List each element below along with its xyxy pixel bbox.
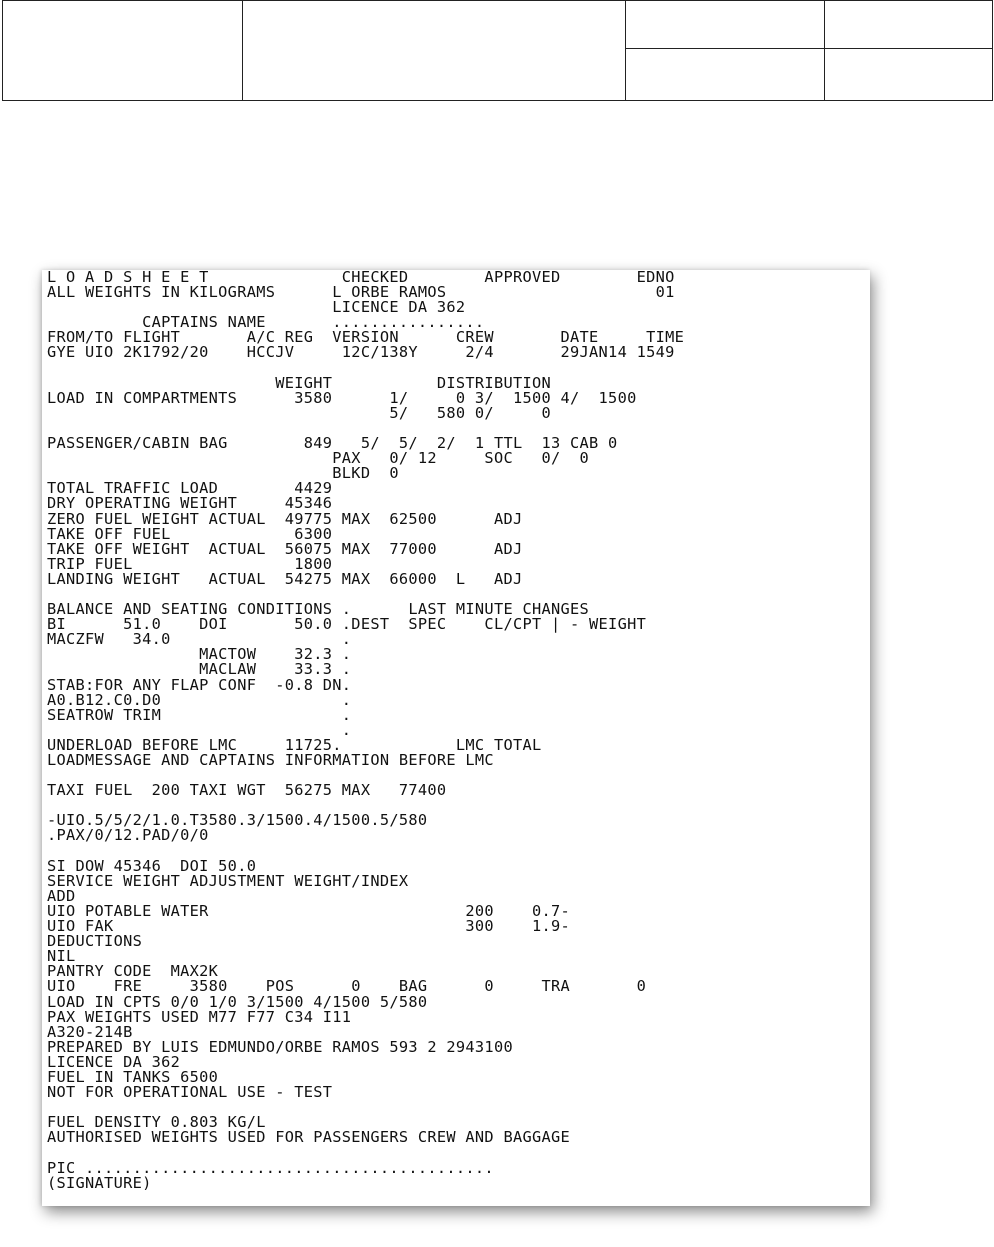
loadsheet-line: ADD [47, 886, 76, 905]
loadsheet-line: UIO FAK 300 1.9- [47, 917, 571, 936]
document-header-table [2, 0, 993, 101]
loadsheet-line: .PAX/0/12.PAD/0/0 [47, 826, 209, 845]
loadsheet-line: ALL WEIGHTS IN KILOGRAMS L ORBE RAMOS 01 [47, 283, 675, 302]
loadsheet-line: NOT FOR OPERATIONAL USE - TEST [47, 1083, 333, 1102]
loadsheet-line: AUTHORISED WEIGHTS USED FOR PASSENGERS CREW AND BAGGAGE [47, 1128, 571, 1147]
loadsheet-line: PAX 0/ 12 SOC 0/ 0 [47, 449, 590, 468]
loadsheet-line: DRY OPERATING WEIGHT 45346 [47, 494, 333, 513]
loadsheet-line: UIO FRE 3580 POS 0 BAG 0 TRA 0 [47, 977, 647, 996]
loadsheet-line: PIC ........................................... [47, 1158, 494, 1177]
loadsheet-line: PREPARED BY LUIS EDMUNDO/ORBE RAMOS 593 2 2943100 [47, 1037, 513, 1056]
loadsheet-line: DEDUCTIONS [47, 932, 143, 951]
loadsheet-line: PASSENGER/CABIN BAG 849 5/ 5/ 2/ 1 TTL 13 CAB 0 [47, 434, 618, 453]
loadsheet-line: FUEL IN TANKS 6500 [47, 1067, 219, 1086]
loadsheet-line: BLKD 0 [47, 464, 399, 483]
loadsheet-line: SEATROW TRIM . [47, 705, 352, 724]
loadsheet-line: -UIO.5/5/2/1.0.T3580.3/1500.4/1500.5/580 [47, 811, 428, 830]
loadsheet-line: MACTOW 32.3 . [47, 645, 352, 664]
loadsheet-line: CAPTAINS NAME ................ [47, 313, 485, 332]
loadsheet-line: PAX WEIGHTS USED M77 F77 C34 I11 [47, 1007, 352, 1026]
loadsheet-line: (SIGNATURE) [47, 1173, 152, 1191]
loadsheet-line: LANDING WEIGHT ACTUAL 54275 MAX 66000 L ADJ [47, 569, 523, 588]
loadsheet-line: MACLAW 33.3 . [47, 660, 352, 679]
loadsheet-line: TAKE OFF FUEL 6300 [47, 524, 333, 543]
loadsheet-line: BI 51.0 DOI 50.0 .DEST SPEC CL/CPT | - WEIGHT [47, 615, 647, 634]
header-cell-revision [825, 1, 993, 49]
loadsheet-line: STAB:FOR ANY FLAP CONF -0.8 DN. [47, 675, 352, 694]
loadsheet-line: LOAD IN COMPARTMENTS 3580 1/ 0 3/ 1500 4/ 1500 [47, 388, 637, 407]
loadsheet-line: GYE UIO 2K1792/20 HCCJV 12C/138Y 2/4 29JAN14 1549 [47, 343, 675, 362]
loadsheet-line: A320-214B [47, 1022, 133, 1041]
loadsheet-line: MACZFW 34.0 . [47, 630, 352, 649]
header-cell-page [825, 49, 993, 101]
header-title-cell [243, 1, 626, 101]
loadsheet-line: . [47, 720, 352, 739]
header-cell-code [626, 1, 825, 49]
loadsheet-line: TAXI FUEL 200 TAXI WGT 56275 MAX 77400 [47, 781, 447, 800]
loadsheet-line: ZERO FUEL WEIGHT ACTUAL 49775 MAX 62500 ADJ [47, 509, 523, 528]
loadsheet-text [42, 270, 870, 1191]
loadsheet-line: TAKE OFF WEIGHT ACTUAL 56075 MAX 77000 ADJ [47, 539, 523, 558]
loadsheet-line: SI DOW 45346 DOI 50.0 [47, 856, 257, 875]
loadsheet-line: LOADMESSAGE AND CAPTAINS INFORMATION BEFORE LMC [47, 751, 494, 769]
loadsheet-line: BALANCE AND SEATING CONDITIONS . LAST MINUTE CHANGES [47, 600, 590, 619]
loadsheet-line: WEIGHT DISTRIBUTION [47, 373, 552, 392]
loadsheet-image [42, 270, 870, 1206]
loadsheet-line: LOAD IN CPTS 0/0 1/0 3/1500 4/1500 5/580 [47, 992, 428, 1011]
loadsheet-line: PANTRY CODE MAX2K [47, 962, 219, 981]
loadsheet-line: TRIP FUEL 1800 [47, 554, 333, 573]
loadsheet-line: LICENCE DA 362 [47, 298, 466, 317]
header-cell-date [626, 49, 825, 101]
loadsheet-line: UNDERLOAD BEFORE LMC 11725. LMC TOTAL [47, 735, 542, 754]
loadsheet-line: SERVICE WEIGHT ADJUSTMENT WEIGHT/INDEX [47, 871, 409, 890]
loadsheet-line: FROM/TO FLIGHT A/C REG VERSION CREW DATE TIME [47, 328, 685, 347]
loadsheet-line: LICENCE DA 362 [47, 1052, 181, 1071]
loadsheet-line: UIO POTABLE WATER 200 0.7- [47, 901, 571, 920]
header-logo-cell [3, 1, 243, 101]
loadsheet-line: NIL [47, 947, 76, 966]
loadsheet-line: L O A D S H E E T CHECKED APPROVED EDNO [47, 270, 675, 286]
loadsheet-line: FUEL DENSITY 0.803 KG/L [47, 1113, 266, 1132]
loadsheet-line: TOTAL TRAFFIC LOAD 4429 [47, 479, 333, 498]
loadsheet-line: A0.B12.C0.D0 . [47, 690, 352, 709]
loadsheet-line: 5/ 580 0/ 0 [47, 403, 552, 422]
